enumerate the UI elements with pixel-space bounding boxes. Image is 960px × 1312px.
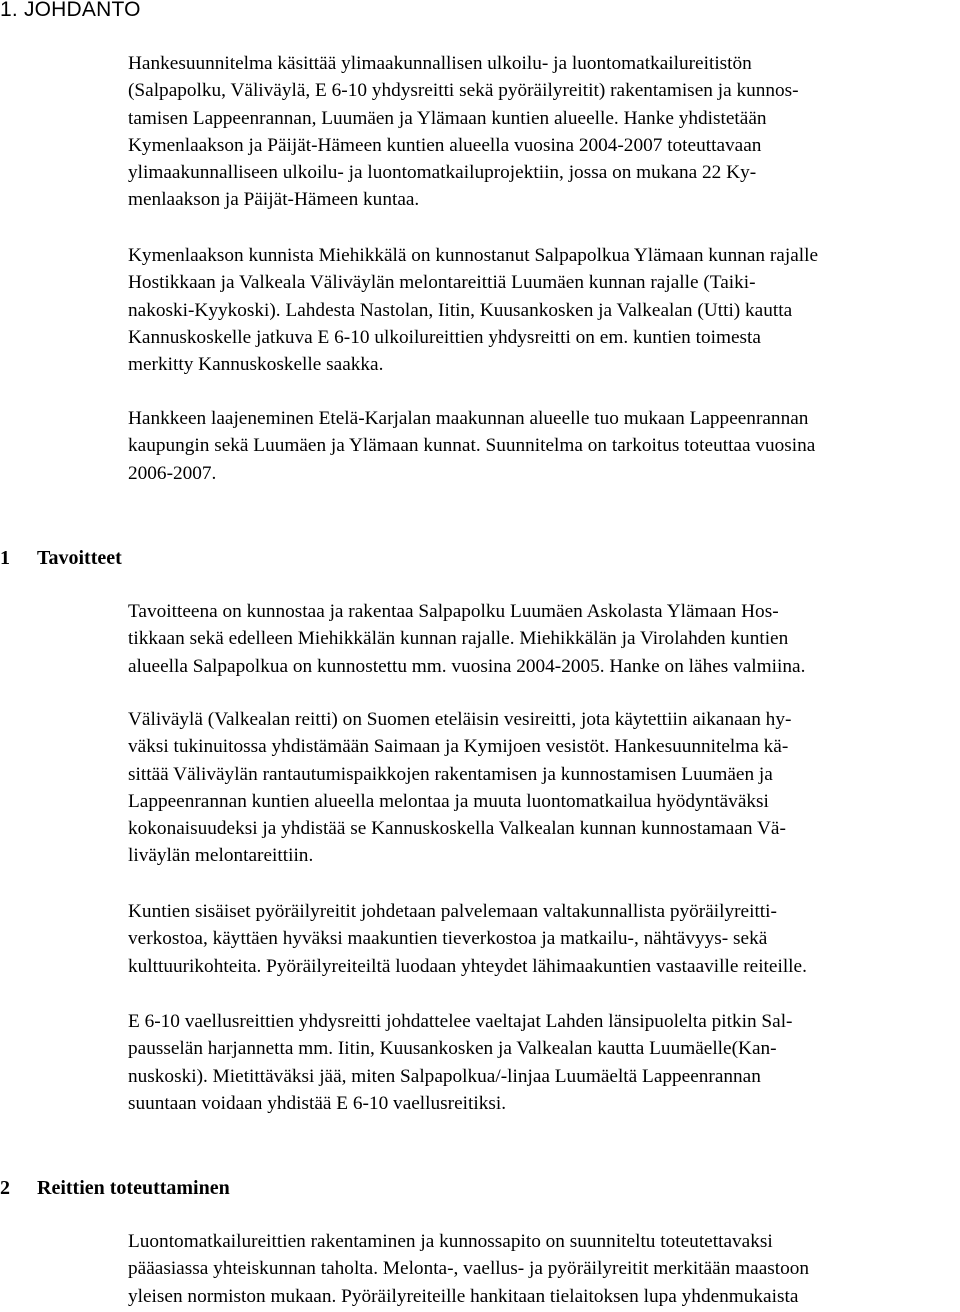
text-line: Hankesuunnitelma käsittää ylimaakunnallisen ulkoilu- ja luontomatkailureitistön <box>128 53 752 74</box>
text-line: nuskoski). Mietittäväksi jää, miten Salpapolkua/-linjaa Luumäeltä Lappeenrannan <box>128 1065 761 1087</box>
section2-paragraph-1 <box>128 1228 958 1310</box>
text-line: Hostikkaan ja Valkeala Väliväylän melontareittiä Luumäen kunnan rajalle (Taiki- <box>128 272 756 294</box>
text-line: Luontomatkailureittien rakentaminen ja kunnossapito on suunniteltu toteutettavaksi <box>128 1231 773 1252</box>
intro-paragraph-3 <box>128 405 958 487</box>
text-line: Kannuskoskelle jatkuva E 6-10 ulkoilureittien yhdysreitti on em. kuntien toimesta <box>128 326 761 348</box>
text-line: Kymenlaakson kunnista Miehikkälä on kunnostanut Salpapolkua Ylämaan kunnan rajalle <box>128 245 819 266</box>
text-line: verkostoa, käyttäen hyväksi maakuntien tieverkostoa ja matkailu-, nähtävyys- sekä <box>128 928 768 950</box>
text-line: tikkaan sekä edelleen Miehikkälän kunnan rajalle. Miehikkälän ja Virolahden kuntien <box>128 628 789 650</box>
section-number: 2 <box>0 1177 10 1199</box>
text-line: väksi tukinuitossa yhdistämään Saimaan ja Kymijoen vesistöt. Hankesuunnitelma kä- <box>128 736 789 758</box>
section1-paragraph-4 <box>128 1008 958 1117</box>
text-line: merkitty Kannuskoskelle saakka. <box>128 354 384 376</box>
intro-paragraph-1 <box>128 50 958 214</box>
intro-paragraph-2 <box>128 242 958 378</box>
text-line: kaupungin sekä Luumäen ja Ylämaan kunnat. Suunnitelma on tarkoitus toteuttaa vuosina <box>128 435 816 457</box>
text-line: sittää Väliväylän rantautumispaikkojen rakentamisen ja kunnostamisen Luumäen ja <box>128 763 773 785</box>
text-line: Kymenlaakson ja Päijät-Hämeen kuntien alueella vuosina 2004-2007 toteuttavaan <box>128 134 762 156</box>
text-line: yleisen normiston mukaan. Pyöräilyreiteille hankitaan tielaitoksen lupa yhdenmukaista <box>128 1285 799 1307</box>
text-line: alueella Salpapolkua on kunnostettu mm. vuosina 2004-2005. Hanke on lähes valmiina. <box>128 655 806 677</box>
section-title: Reittien toteuttaminen <box>37 1177 230 1199</box>
chapter-heading: 1. JOHDANTO <box>0 0 141 21</box>
section1-paragraph-2 <box>128 706 958 870</box>
text-line: pääasiassa yhteiskunnan taholta. Melonta-, vaellus- ja pyöräilyreitit merkitään maastoon <box>128 1258 810 1280</box>
text-line: menlaakson ja Päijät-Hämeen kuntaa. <box>128 189 420 211</box>
section-title: Tavoitteet <box>37 547 122 569</box>
text-line: 2006-2007. <box>128 462 217 484</box>
text-line: Lappeenrannan kuntien alueella melontaa ja muuta luontomatkailua hyödyntäväksi <box>128 790 769 812</box>
text-line: liväylän melontareittiin. <box>128 845 314 867</box>
text-line: pausselän harjannetta mm. Iitin, Kuusankosken ja Valkealan kautta Luumäelle(Kan- <box>128 1038 777 1060</box>
text-line: tamisen Lappeenrannan, Luumäen ja Ylämaan kuntien alueelle. Hanke yhdistetään <box>128 107 767 129</box>
text-line: suuntaan voidaan yhdistää E 6-10 vaellusreitiksi. <box>128 1092 507 1114</box>
text-line: Hankkeen laajeneminen Etelä-Karjalan maakunnan alueelle tuo mukaan Lappeenrannan <box>128 408 809 429</box>
section-heading-tavoitteet <box>0 545 122 571</box>
text-line: Kuntien sisäiset pyöräilyreitit johdetaan palvelemaan valtakunnallista pyöräilyreitti- <box>128 901 777 922</box>
text-line: Tavoitteena on kunnostaa ja rakentaa Salpapolku Luumäen Askolasta Ylämaan Hos- <box>128 601 779 622</box>
section-number: 1 <box>0 547 10 569</box>
text-line: kulttuurikohteita. Pyöräilyreiteiltä luodaan yhteydet lähimaakuntien vastaaville reiteille. <box>128 955 807 977</box>
section1-paragraph-1 <box>128 598 958 680</box>
section-heading-reittien-toteuttaminen <box>0 1175 230 1201</box>
text-line: Väliväylä (Valkealan reitti) on Suomen eteläisin vesireitti, jota käytettiin aikanaan hy- <box>128 709 792 730</box>
text-line: E 6-10 vaellusreittien yhdysreitti johdattelee vaeltajat Lahden länsipuolelta pitkin Sal- <box>128 1011 793 1032</box>
text-line: kokonaisuudeksi ja yhdistää se Kannuskoskella Valkealan kunnan kunnostamaan Vä- <box>128 818 786 840</box>
text-line: (Salpapolku, Väliväylä, E 6-10 yhdysreitti sekä pyöräilyreitit) rakentamisen ja kunnos- <box>128 80 799 102</box>
section1-paragraph-3 <box>128 898 958 980</box>
text-line: ylimaakunnalliseen ulkoilu- ja luontomatkailuprojektiin, jossa on mukana 22 Ky- <box>128 162 757 184</box>
text-line: nakoski-Kyykoski). Lahdesta Nastolan, Iitin, Kuusankosken ja Valkealan (Utti) kautta <box>128 299 793 321</box>
